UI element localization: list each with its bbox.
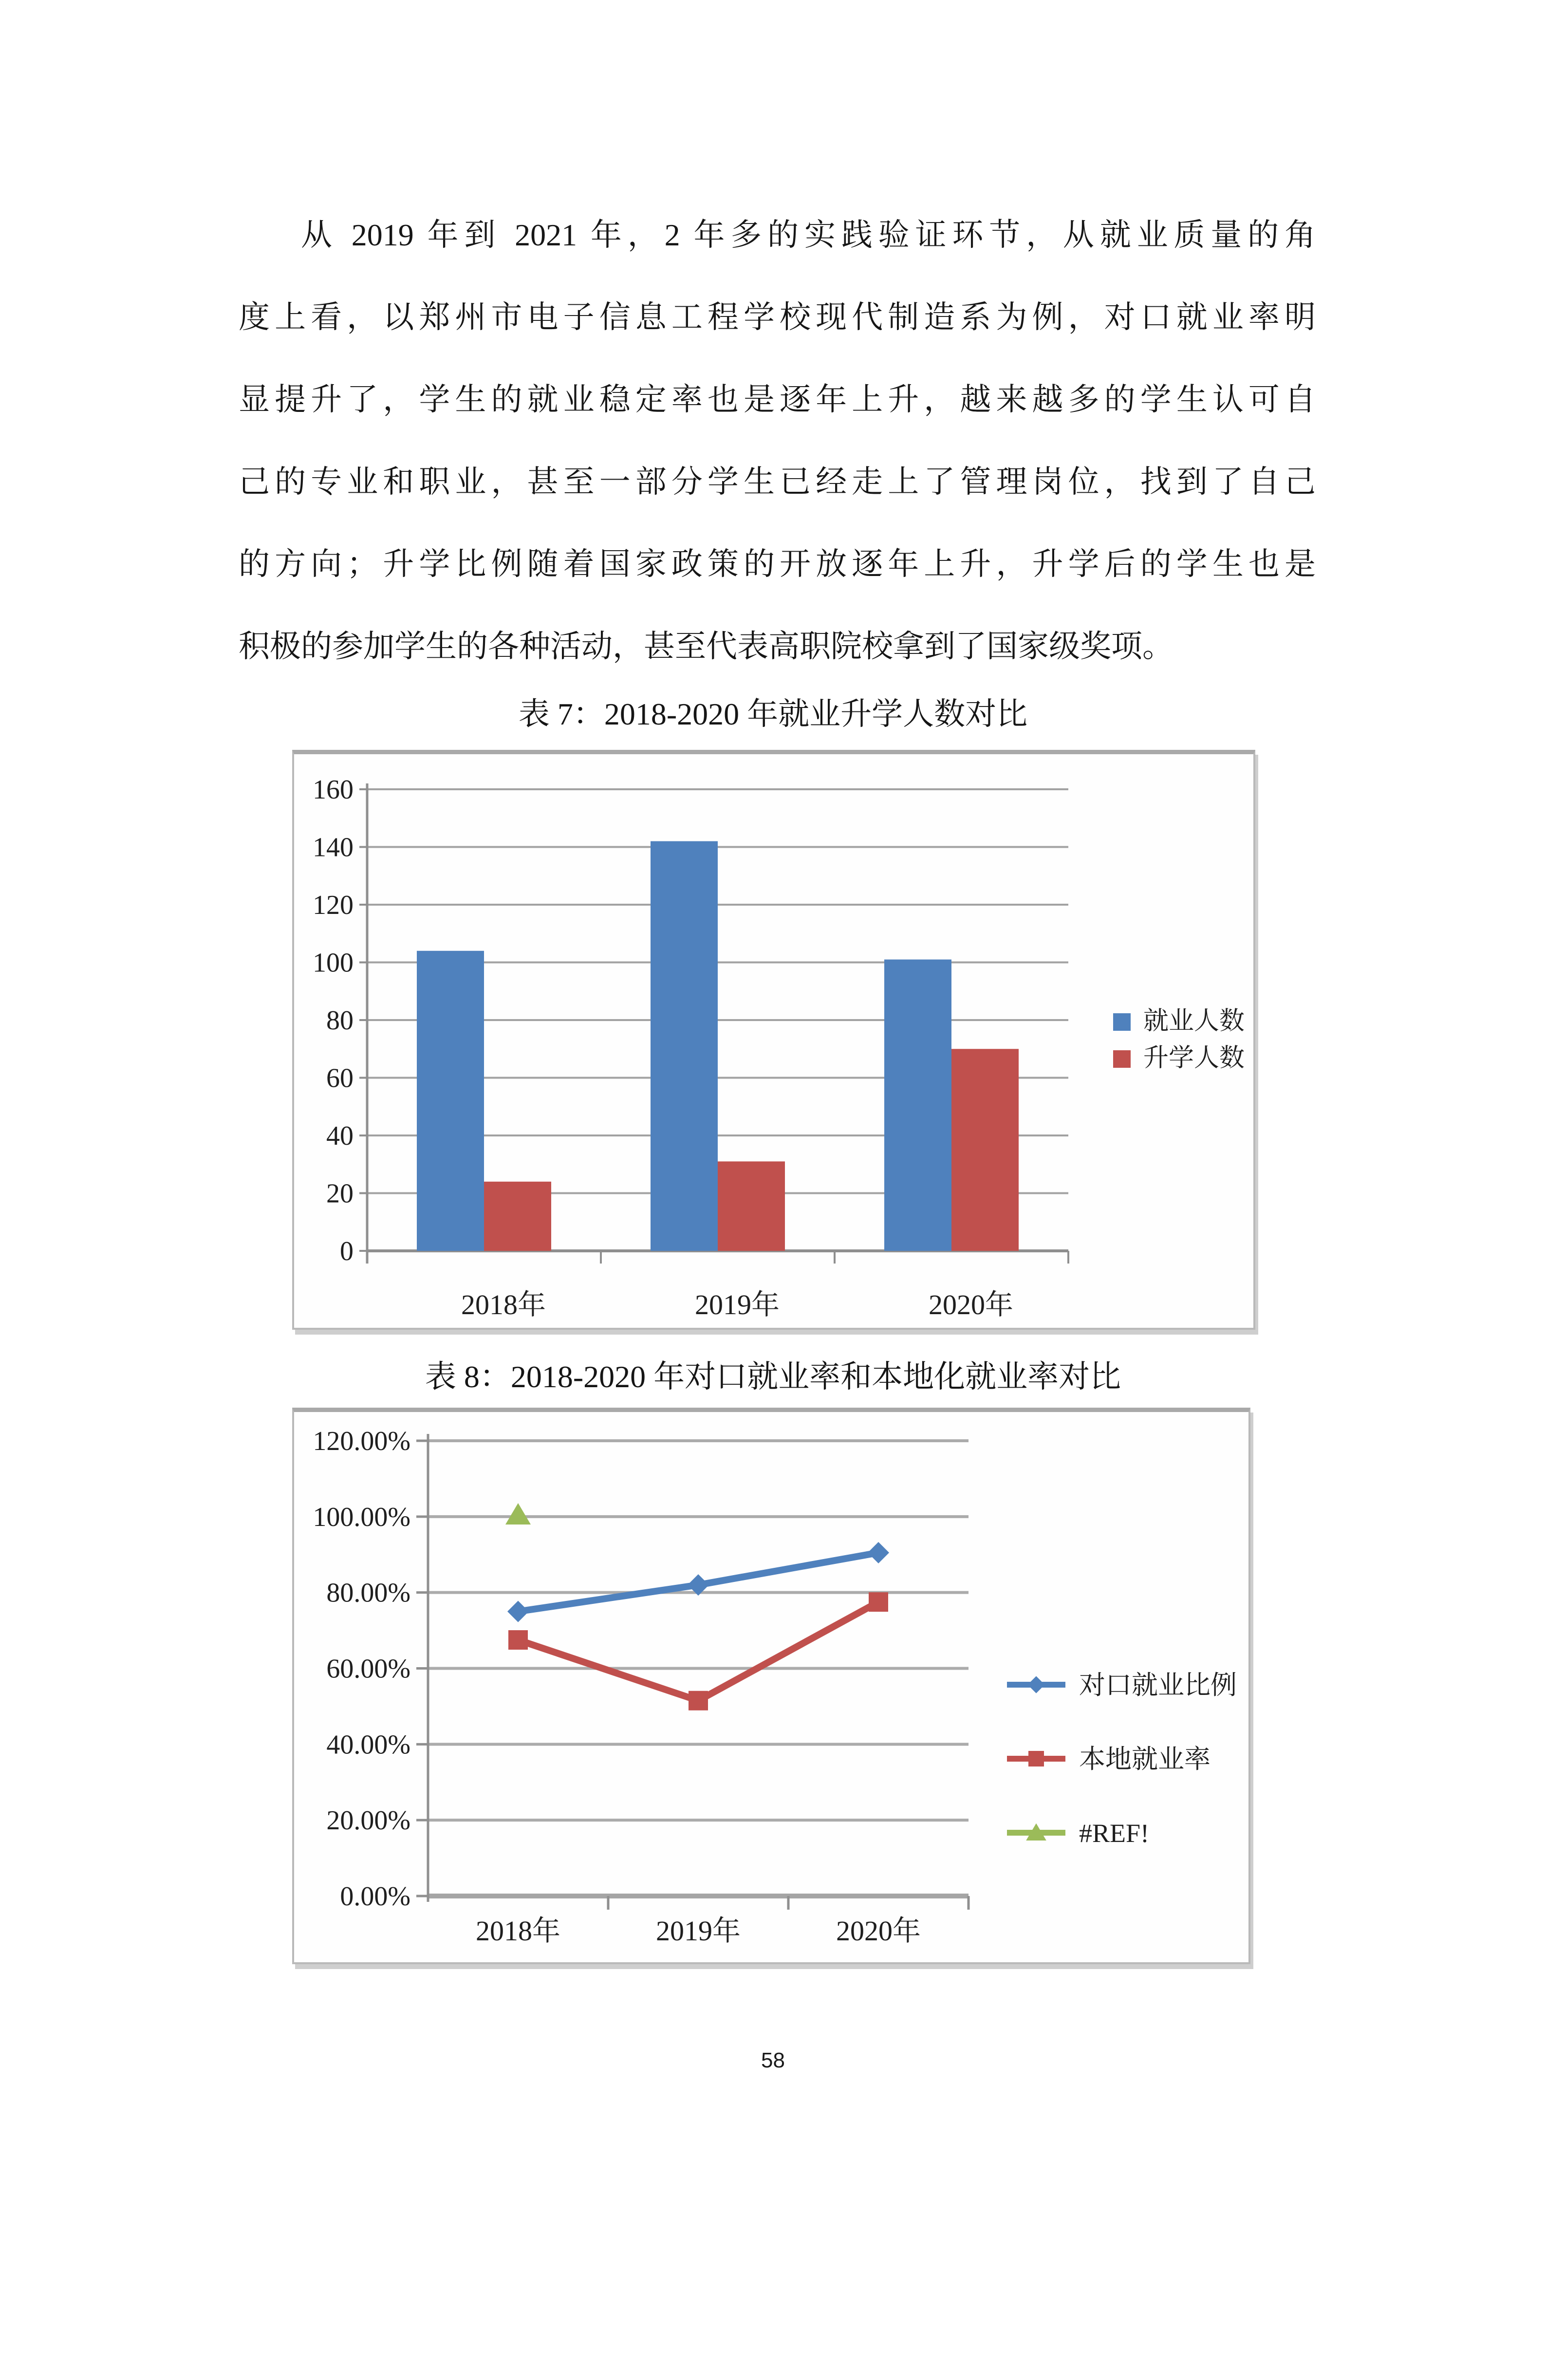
svg-text:#REF!: #REF! bbox=[1079, 1819, 1150, 1848]
svg-text:2020年: 2020年 bbox=[836, 1915, 921, 1947]
document-page bbox=[0, 194, 1546, 2380]
line-chart-svg bbox=[294, 1412, 1248, 1962]
bar-chart-svg bbox=[294, 754, 1253, 1328]
svg-text:2018年: 2018年 bbox=[475, 1915, 561, 1947]
svg-text:2019年: 2019年 bbox=[694, 1289, 780, 1320]
table8-caption: 表 8：2018-2020 年对口就业率和本地化就业率对比 bbox=[425, 1359, 1121, 1394]
page-number: 58 bbox=[761, 2048, 785, 2072]
svg-text:80: 80 bbox=[326, 1005, 354, 1036]
body-paragraph bbox=[239, 194, 1316, 688]
svg-text:对口就业比例: 对口就业比例 bbox=[1079, 1671, 1237, 1700]
svg-text:100: 100 bbox=[313, 948, 354, 978]
paragraph-line: 显提升了，学生的就业稳定率也是逐年上升，越来越多的学生认可自 bbox=[239, 382, 1316, 417]
svg-text:2018年: 2018年 bbox=[461, 1289, 546, 1320]
paragraph-line: 从 2019 年到 2021 年，2 年多的实践验证环节，从就业质量的角 bbox=[301, 218, 1316, 252]
svg-text:40: 40 bbox=[326, 1121, 354, 1151]
paragraph-line: 积极的参加学生的各种活动，甚至代表高职院校拿到了国家级奖项。 bbox=[239, 629, 1173, 664]
svg-text:2019年: 2019年 bbox=[655, 1915, 741, 1947]
svg-text:2020年: 2020年 bbox=[928, 1289, 1014, 1320]
paragraph-line: 度上看，以郑州市电子信息工程学校现代制造系为例，对口就业率明 bbox=[239, 300, 1316, 335]
svg-text:40.00%: 40.00% bbox=[326, 1729, 410, 1760]
svg-text:0.00%: 0.00% bbox=[340, 1881, 410, 1912]
svg-text:120: 120 bbox=[313, 890, 354, 920]
svg-text:就业人数: 就业人数 bbox=[1143, 1007, 1245, 1035]
svg-text:60.00%: 60.00% bbox=[326, 1654, 410, 1684]
svg-text:本地就业率: 本地就业率 bbox=[1079, 1745, 1211, 1774]
svg-text:0: 0 bbox=[340, 1236, 354, 1266]
svg-text:20: 20 bbox=[326, 1178, 354, 1209]
svg-text:80.00%: 80.00% bbox=[326, 1578, 410, 1608]
paragraph-line: 的方向；升学比例随着国家政策的开放逐年上升，升学后的学生也是 bbox=[239, 547, 1316, 581]
svg-text:20.00%: 20.00% bbox=[326, 1805, 410, 1836]
svg-text:140: 140 bbox=[313, 832, 354, 863]
svg-text:100.00%: 100.00% bbox=[313, 1502, 410, 1532]
svg-text:120.00%: 120.00% bbox=[313, 1426, 410, 1456]
paragraph-line: 己的专业和职业，甚至一部分学生已经走上了管理岗位，找到了自己 bbox=[239, 465, 1316, 499]
table7-caption: 表 7：2018-2020 年就业升学人数对比 bbox=[518, 697, 1028, 731]
svg-text:60: 60 bbox=[326, 1063, 354, 1094]
svg-text:升学人数: 升学人数 bbox=[1143, 1044, 1245, 1072]
line-chart-frame bbox=[292, 1408, 1250, 1964]
bar-chart-frame bbox=[292, 750, 1255, 1330]
svg-text:160: 160 bbox=[313, 775, 354, 805]
